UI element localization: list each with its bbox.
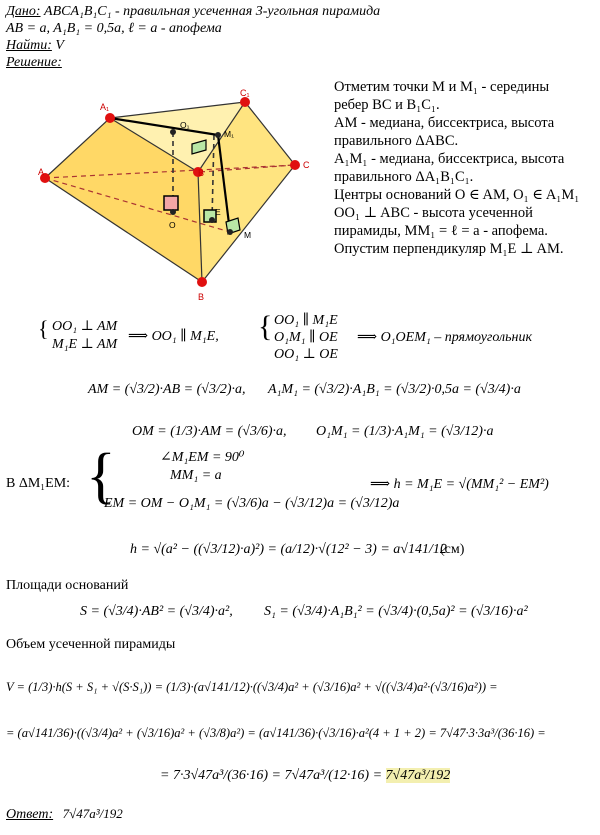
sys2-b: O₁M₁ ∥ OE — [274, 330, 338, 345]
volume-line-3-text: = 7·3√47a³/(36·16) = 7√47a³/(12·16) = — [160, 768, 383, 783]
label-m: M — [244, 230, 252, 240]
tri-mm1: MM₁ = a — [170, 468, 222, 483]
triangle-label: В ΔM₁EM: — [6, 476, 71, 491]
answer-value: 7√47a³/192 — [62, 806, 123, 821]
label-b: B — [198, 168, 205, 178]
brace-2: { — [258, 310, 273, 343]
given-line-1 — [6, 4, 380, 20]
label-c1: C₁ — [240, 88, 250, 98]
h-unit: (см) — [440, 542, 465, 557]
pyramid-figure — [40, 90, 330, 305]
sys2-c: OO₁ ⊥ OE — [274, 347, 338, 362]
solution-line: Центры оснований O ∈ AM, O₁ ∈ A₁M₁ — [334, 187, 580, 203]
s1-formula: S₁ = (√3/4)·A₁B₁² = (√3/4)·(0,5a)² = (√3/16)·a² — [264, 604, 528, 619]
solution-line: A₁M₁ - медиана, биссектриса, высота — [334, 151, 565, 167]
sys2-result: ⟹ O₁OEM₁ – прямоугольник — [357, 330, 533, 345]
sys1-a: OO₁ ⊥ AM — [52, 319, 118, 334]
solution-line: ребер BC и B₁C₁. — [334, 97, 440, 113]
solution-line: пирамиды, MM₁ = ℓ = a - апофема. — [334, 223, 548, 239]
solution-text — [334, 78, 596, 258]
given-text: ABCA₁B₁C₁ - правильная усеченная 3-угольная пирамида — [40, 4, 381, 19]
label-a: A — [38, 167, 45, 177]
solution-line: правильного ΔA₁B₁C₁. — [334, 169, 474, 185]
label-m1: M₁ — [224, 129, 234, 139]
label-b-bottom: B — [198, 292, 205, 302]
label-o: O — [169, 220, 176, 230]
a1m1-formula: A₁M₁ = (√3/2)·A₁B₁ = (√3/2)·0,5a = (√3/4)·a — [268, 382, 521, 397]
given-line-2: AB = a, A₁B₁ = 0,5a, ℓ = a - апофема — [6, 21, 222, 36]
areas-title: Площади оснований — [6, 578, 129, 593]
solution-line: правильного ΔABC. — [334, 133, 459, 149]
volume-result: 7√47a³/192 — [385, 768, 451, 783]
answer-line — [6, 806, 123, 823]
label-a1: A₁ — [100, 102, 110, 112]
sys1-result: ⟹ OO₁ ∥ M₁E, — [128, 329, 219, 344]
am-formula: AM = (√3/2)·AB = (√3/2)·a, — [88, 382, 246, 397]
sys2-a: OO₁ ∥ M₁E — [274, 313, 338, 328]
label-o1: O₁ — [180, 120, 190, 130]
label-c: C — [303, 160, 310, 170]
find-label: Найти: — [6, 38, 52, 53]
solution-line: OO₁ ⊥ ABC - высота усеченной — [334, 205, 533, 221]
answer-label: Ответ: — [6, 807, 54, 822]
find-line — [6, 38, 64, 54]
sys1-b: M₁E ⊥ AM — [52, 337, 118, 352]
volume-line-3 — [160, 768, 450, 784]
volume-line-2: = (a√141/36)·((√3/4)a² + (√3/16)a² + (√3/8)a²) = (a√141/36)·(√3/16)·a²(4 + 1 + 2) = 7√47·3·3a³/(36·16) = — [6, 726, 546, 740]
right-angle-mark-o — [164, 196, 178, 210]
o1m1-formula: O₁M₁ = (1/3)·A₁M₁ = (√3/12)·a — [316, 424, 494, 439]
volume-line-1: V = (1/3)·h(S + S₁ + √(S·S₁)) = (1/3)·(a√141/12)·((√3/4)a² + (√3/16)a² + √((√3/4)a²·(√3/16)a²)) = — [6, 680, 498, 694]
tri-em: EM = OM − O₁M₁ = (√3/6)a − (√3/12)a = (√3/12)a — [104, 496, 400, 511]
find-value: V — [51, 38, 64, 53]
given-label: Дано: — [6, 4, 41, 19]
brace-1: { — [38, 316, 49, 341]
tri-angle: ∠M₁EM = 90⁰ — [160, 450, 245, 465]
solution-line: AM - медиана, биссектриса, высота — [334, 115, 555, 131]
s-formula: S = (√3/4)·AB² = (√3/4)·a², — [80, 604, 233, 619]
label-e: E — [215, 207, 221, 217]
volume-title: Объем усеченной пирамиды — [6, 637, 176, 652]
om-formula: OM = (1/3)·AM = (√3/6)·a, — [132, 424, 287, 439]
h-formula: h = √(a² − ((√3/12)·a)²) = (a/12)·√(12² − 3) = a√141/12 — [130, 542, 447, 557]
solution-line: Опустим перпендикуляр M₁E ⊥ AM. — [334, 241, 564, 257]
solution-line: Отметим точки M и M₁ - середины — [334, 79, 550, 95]
tri-result: ⟹ h = M₁E = √(MM₁² − EM²) — [370, 477, 549, 492]
solution-label: Решение: — [6, 55, 62, 70]
brace-3: { — [86, 442, 116, 510]
